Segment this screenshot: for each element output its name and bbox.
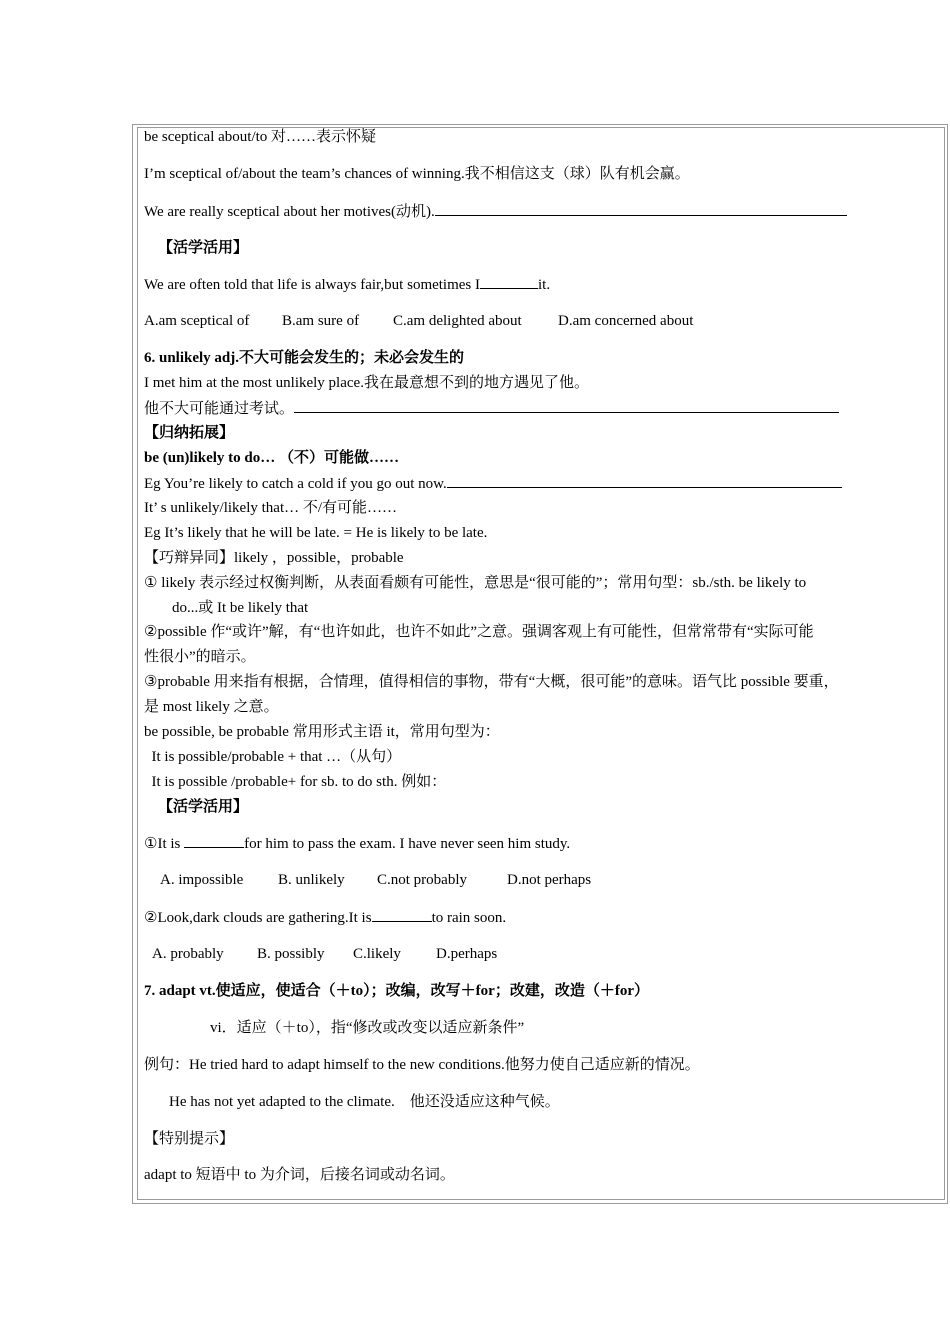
exercise-text: 他不大可能通过考试。 (144, 401, 295, 417)
exercise-text: We are often told that life is always fair,but sometimes I (144, 277, 481, 293)
option-b[interactable]: B.am sure of (282, 313, 360, 329)
phrase-be-likely-to-do: be (un)likely to do… （不）可能做…… (144, 450, 400, 466)
exercise-text: Eg You’re likely to catch a cold if you go out now. (144, 476, 447, 492)
pattern-for-sb-to-do: It is possible /probable+ for sb. to do sth. 例如： (144, 774, 447, 790)
pattern-that-clause: It is possible/probable + that …（从句） (144, 749, 402, 765)
options-row-2 (160, 870, 591, 890)
option-a[interactable]: A. impossible (160, 872, 244, 888)
heading-adapt: 7. adapt vt.使适应，使适合（＋to）；改编，改写＋for；改建，改造（＋for） (144, 983, 649, 999)
option-c[interactable]: C.not probably (377, 872, 467, 888)
section-heading-practice-2: 【活学活用】 (158, 799, 249, 815)
answer-blank[interactable] (435, 201, 847, 216)
exercise-text-end: for him to pass the exam. I have never seen him study. (244, 836, 571, 852)
note-formal-subject: be possible, be probable 常用形式主语 it，常用句型为： (144, 724, 500, 740)
example-adapt-conditions: 例句：He tried hard to adapt himself to the new conditions.他努力使自己适应新的情况。 (144, 1057, 700, 1073)
options-row-1 (144, 311, 693, 331)
option-a[interactable]: A. probably (152, 946, 224, 962)
exercise-text-end: to rain soon. (431, 910, 507, 926)
exercise-text: ②Look,dark clouds are gathering.It is (144, 910, 372, 926)
note-likely-2: do...或 It be likely that (172, 600, 309, 616)
note-probable-1: ③probable 用来指有根据，合情理，值得相信的事物，带有“大概，很可能”的意味。语气比 possible 要重， (144, 674, 839, 690)
option-d[interactable]: D.not perhaps (507, 872, 592, 888)
answer-blank[interactable] (294, 398, 839, 413)
example-adapt-climate: He has not yet adapted to the climate. 他还没适应这种气候。 (169, 1094, 560, 1110)
exercise-text-end: it. (538, 277, 551, 293)
note-adapt-to: adapt to 短语中 to 为介词，后接名词或动名词。 (144, 1167, 455, 1183)
heading-induction: 【归纳拓展】 (144, 425, 235, 441)
exercise-text: We are really sceptical about her motives(动机). (144, 204, 435, 220)
example-unlikely-place: I met him at the most unlikely place.我在最意想不到的地方遇见了他。 (144, 375, 589, 391)
exercise-dark-clouds (144, 907, 506, 928)
exercise-pass-exam (144, 398, 839, 419)
exercise-text: ①It is (144, 836, 185, 852)
option-b[interactable]: B. possibly (257, 946, 325, 962)
option-c[interactable]: C.am delighted about (393, 313, 522, 329)
heading-unlikely: 6. unlikely adj.不大可能会发生的；未必会发生的 (144, 350, 465, 366)
note-adapt-vi: vi．适应（＋to），指“修改或改变以适应新条件” (210, 1020, 525, 1036)
exercise-pass-exam-2 (144, 833, 570, 854)
note-likely-1: ① likely 表示经过权衡判断，从表面看颇有可能性，意思是“很可能的”；常用句型：sb./sth. be likely to (144, 575, 807, 591)
exercise-sceptical-motives (144, 201, 847, 222)
heading-special-note: 【特别提示】 (144, 1131, 235, 1147)
section-heading-practice: 【活学活用】 (158, 240, 249, 256)
option-d[interactable]: D.am concerned about (558, 313, 694, 329)
option-b[interactable]: B. unlikely (278, 872, 345, 888)
note-probable-2: 是 most likely 之意。 (144, 699, 279, 715)
phrase-it-likely-that: It’ s unlikely/likely that… 不/有可能…… (144, 500, 398, 516)
example-be-late: Eg It’s likely that he will be late. = He is likely to be late. (144, 525, 488, 541)
options-row-3 (152, 944, 497, 964)
option-d[interactable]: D.perhaps (436, 946, 498, 962)
answer-blank[interactable] (184, 833, 244, 848)
note-possible-2: 性很小”的暗示。 (144, 649, 256, 665)
answer-blank[interactable] (372, 907, 432, 922)
answer-blank[interactable] (447, 473, 842, 488)
exercise-life-fair (144, 274, 550, 295)
answer-blank[interactable] (480, 274, 538, 289)
option-a[interactable]: A.am sceptical of (144, 313, 250, 329)
note-possible-1: ②possible 作“或许”解，有“也许如此，也许不如此”之意。强调客观上有可能性，但常常带有“实际可能 (144, 624, 814, 640)
example-catch-cold (144, 473, 842, 494)
phrase-be-sceptical: be sceptical about/to 对……表示怀疑 (144, 129, 377, 145)
heading-distinguish: 【巧辩异同】likely ，possible，probable (144, 550, 404, 566)
option-c[interactable]: C.likely (353, 946, 401, 962)
example-sceptical-team: I’m sceptical of/about the team’s chances of winning.我不相信这支（球）队有机会赢。 (144, 166, 690, 182)
